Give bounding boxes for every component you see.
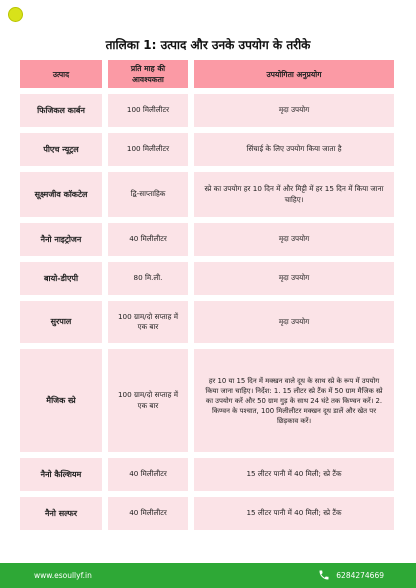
footer-bar (0, 563, 416, 588)
page-title: तालिका 1: उत्पाद और उनके उपयोग के तरीके (105, 38, 311, 52)
usage-text: स्प्रे का उपयोग हर 10 दिन में और मिट्टी में हर 15 दिन में किया जाना चाहिए। (194, 172, 394, 217)
monthly-need: द्वि-साप्ताहिक (108, 172, 188, 217)
product-name: फिजिकल कार्बन (20, 94, 102, 127)
usage-text: सिंचाई के लिए उपयोग किया जाता है (194, 133, 394, 166)
column-header-monthly-need: प्रति माह की आवश्यकता (108, 60, 188, 88)
monthly-need: 100 मिलीलीटर (108, 133, 188, 166)
usage-text: मृदा उपयोग (194, 301, 394, 343)
monthly-need: 40 मिलीलीटर (108, 223, 188, 256)
column-header-usage: उपयोगिता अनुप्रयोग (194, 60, 394, 88)
website-link[interactable]: www.esoullyf.in (34, 571, 92, 580)
phone-icon (318, 569, 330, 581)
usage-text: मृदा उपयोग (194, 94, 394, 127)
brand-logo (8, 7, 23, 22)
product-name: मैजिक स्प्रे (20, 349, 102, 452)
monthly-need: 80 मि.ली. (108, 262, 188, 295)
monthly-need: 100 ग्राम/दो सप्ताह में एक बार (108, 301, 188, 343)
monthly-need: 40 मिलीलीटर (108, 458, 188, 491)
usage-text: मृदा उपयोग (194, 262, 394, 295)
usage-text: 15 लीटर पानी में 40 मिली; स्प्रे टैंक (194, 458, 394, 491)
usage-text: हर 10 या 15 दिन में मक्खन वाले दूध के साथ स्प्रे के रूप में उपयोग किया जाना चाहिए। निर्देश: 1. 15 लीटर स्प्रे टैंक में 50 ग्राम मैजिक स्प्रे का उपयोग करें और 50 ग्राम गुड़ के साथ 24 घंटे तक किण्वन करें। 2. किण्वन के पश्चात, 100 मिलीलीटर मक्खन दूध डालें और खेत पर छिड़काव करें। (194, 349, 394, 452)
usage-text: मृदा उपयोग (194, 223, 394, 256)
product-name: सुरपाल (20, 301, 102, 343)
monthly-need: 40 मिलीलीटर (108, 497, 188, 530)
products-table (20, 60, 394, 536)
column-header-product: उत्पाद (20, 60, 102, 88)
product-name: पीएच न्यूट्रल (20, 133, 102, 166)
usage-text: 15 लीटर पानी में 40 मिली; स्प्रे टैंक (194, 497, 394, 530)
product-name: नैनो नाइट्रोजन (20, 223, 102, 256)
monthly-need: 100 ग्राम/दो सप्ताह में एक बार (108, 349, 188, 452)
product-name: सूक्ष्मजीव कॉकटेल (20, 172, 102, 217)
monthly-need: 100 मिलीलीटर (108, 94, 188, 127)
product-name: नैनो कैल्शियम (20, 458, 102, 491)
product-name: बायो-डीएपी (20, 262, 102, 295)
phone-number[interactable]: 6284274669 (336, 571, 384, 580)
product-name: नैनो सल्फर (20, 497, 102, 530)
